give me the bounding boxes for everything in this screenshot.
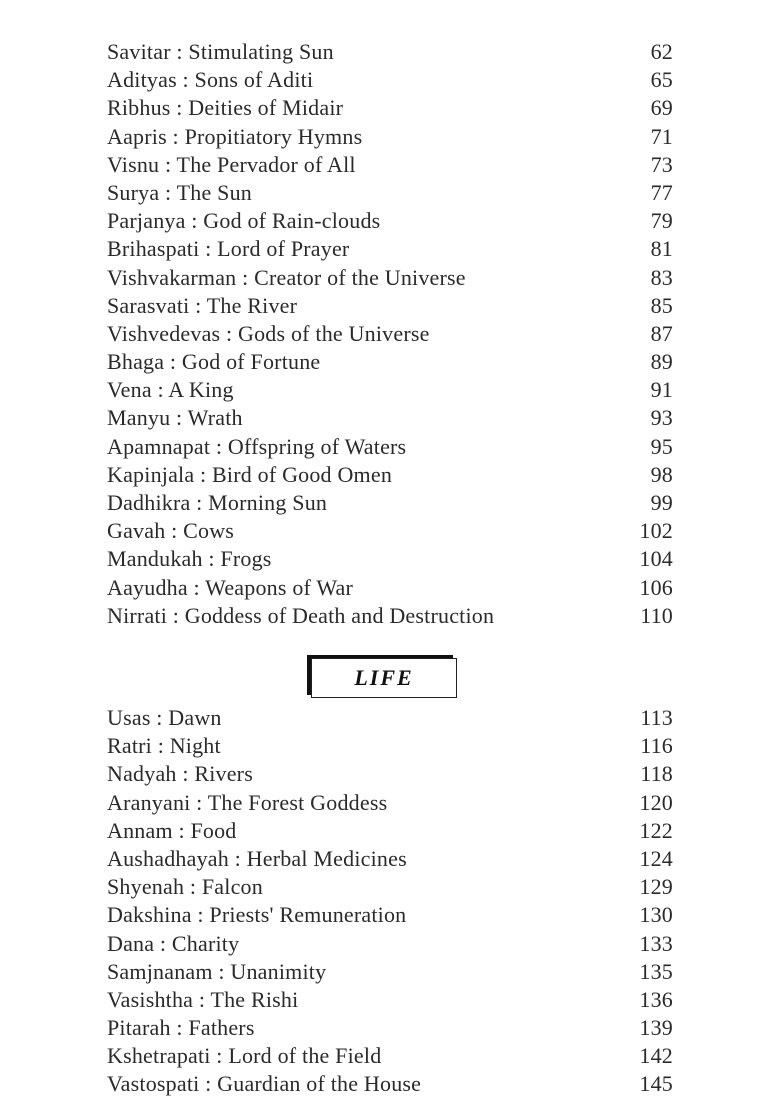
toc-entry-page: 124 — [639, 845, 673, 871]
toc-entry-page: 85 — [650, 292, 673, 318]
toc-entry-page: 135 — [639, 958, 673, 984]
toc-entry-title: Gavah : Cows — [107, 518, 235, 544]
toc-entry — [107, 958, 673, 986]
toc-entry — [107, 179, 673, 207]
toc-entry-title: Vishvedevas : Gods of the Universe — [107, 320, 430, 346]
toc-entry-page: 136 — [639, 986, 673, 1012]
toc-entry-page: 122 — [639, 817, 673, 843]
toc-entry-title: Visnu : The Pervador of All — [107, 151, 356, 177]
toc-entry — [107, 704, 673, 732]
toc-entry-page: 77 — [650, 179, 673, 205]
toc-entry — [107, 235, 673, 263]
toc-entry-page: 98 — [650, 461, 673, 487]
toc-entry-title: Aushadhayah : Herbal Medicines — [107, 845, 407, 871]
toc-entry-title: Parjanya : God of Rain-clouds — [107, 208, 381, 234]
toc-entry — [107, 789, 673, 817]
toc-entry-page: 116 — [640, 733, 673, 759]
toc-entry-page: 83 — [650, 264, 673, 290]
toc-entry — [107, 489, 673, 517]
toc-entry — [107, 38, 673, 66]
toc-entry-page: 104 — [639, 546, 673, 572]
toc-entry — [107, 1014, 673, 1042]
toc-entry-page: 95 — [650, 433, 673, 459]
toc-entry — [107, 517, 673, 545]
toc-entry — [107, 873, 673, 901]
toc-entry — [107, 817, 673, 845]
toc-entry-title: Mandukah : Frogs — [107, 546, 272, 572]
toc-entry-page: 120 — [639, 789, 673, 815]
toc-entry-title: Annam : Food — [107, 817, 237, 843]
toc-list-section-1 — [107, 38, 673, 630]
toc-entry-title: Apamnapat : Offspring of Waters — [107, 433, 407, 459]
toc-entry-title: Shyenah : Falcon — [107, 874, 263, 900]
toc-entry-title: Nirrati : Goddess of Death and Destruction — [107, 602, 495, 628]
toc-entry-title: Brihaspati : Lord of Prayer — [107, 236, 350, 262]
toc-entry-title: Sarasvati : The River — [107, 292, 298, 318]
toc-entry-page: 110 — [640, 602, 673, 628]
toc-entry-title: Aapris : Propitiatory Hymns — [107, 123, 363, 149]
toc-entry — [107, 760, 673, 788]
toc-entry — [107, 123, 673, 151]
toc-entry — [107, 930, 673, 958]
toc-entry-title: Vasishtha : The Rishi — [107, 986, 299, 1012]
toc-entry-page: 133 — [639, 930, 673, 956]
toc-entry-page: 142 — [639, 1043, 673, 1069]
toc-entry-page: 102 — [639, 518, 673, 544]
toc-entry-title: Aayudha : Weapons of War — [107, 574, 354, 600]
toc-entry-page: 81 — [650, 236, 673, 262]
toc-entry-page: 106 — [639, 574, 673, 600]
toc-entry — [107, 404, 673, 432]
toc-entry — [107, 66, 673, 94]
toc-entry-title: Dakshina : Priests' Remuneration — [107, 902, 407, 928]
toc-entry-page: 62 — [650, 39, 673, 64]
toc-entry-title: Aranyani : The Forest Goddess — [107, 789, 388, 815]
toc-entry-title: Vastospati : Guardian of the House — [107, 1071, 422, 1097]
toc-entry-page: 130 — [639, 902, 673, 928]
toc-entry — [107, 94, 673, 122]
toc-entry — [107, 376, 673, 404]
toc-entry-title: Dana : Charity — [107, 930, 240, 956]
toc-entry-page: 139 — [639, 1015, 673, 1041]
toc-entry — [107, 207, 673, 235]
toc-entry-title: Savitar : Stimulating Sun — [107, 39, 334, 64]
toc-entry-page: 129 — [639, 874, 673, 900]
section-heading-life: LIFE — [354, 665, 414, 690]
toc-entry — [107, 151, 673, 179]
toc-entry-title: Ratri : Night — [107, 733, 221, 759]
toc-entry-title: Usas : Dawn — [107, 705, 222, 730]
toc-entry-page: 69 — [650, 95, 673, 121]
toc-entry-title: Adityas : Sons of Aditi — [107, 67, 314, 93]
toc-entry-title: Ribhus : Deities of Midair — [107, 95, 344, 121]
toc-list-section-life — [107, 704, 673, 1099]
toc-entry-page: 93 — [650, 405, 673, 431]
toc-entry — [107, 574, 673, 602]
toc-entry-title: Manyu : Wrath — [107, 405, 243, 431]
toc-entry-page: 91 — [650, 377, 673, 403]
toc-entry-page: 65 — [650, 67, 673, 93]
toc-entry-title: Vishvakarman : Creator of the Universe — [107, 264, 466, 290]
toc-entry — [107, 264, 673, 292]
toc-entry-title: Kshetrapati : Lord of the Field — [107, 1043, 382, 1069]
toc-entry-title: Dadhikra : Morning Sun — [107, 490, 328, 515]
toc-entry — [107, 433, 673, 461]
toc-entry — [107, 845, 673, 873]
toc-entry — [107, 348, 673, 376]
toc-entry — [107, 986, 673, 1014]
toc-entry — [107, 292, 673, 320]
toc-entry-title: Kapinjala : Bird of Good Omen — [107, 461, 393, 487]
toc-entry-page: 145 — [639, 1071, 673, 1097]
toc-entry-title: Pitarah : Fathers — [107, 1015, 255, 1041]
toc-entry-page: 99 — [650, 490, 673, 515]
toc-entry-title: Nadyah : Rivers — [107, 761, 253, 787]
toc-entry — [107, 545, 673, 573]
toc-entry-page: 113 — [640, 705, 673, 730]
toc-entry-title: Samjnanam : Unanimity — [107, 958, 327, 984]
toc-entry — [107, 1042, 673, 1070]
toc-entry — [107, 320, 673, 348]
toc-entry — [107, 461, 673, 489]
toc-entry-title: Vena : A King — [107, 377, 234, 403]
toc-entry-title: Bhaga : God of Fortune — [107, 349, 321, 375]
section-heading-box — [307, 655, 457, 697]
toc-entry — [107, 732, 673, 760]
toc-entry-page: 71 — [650, 123, 673, 149]
toc-entry-page: 89 — [650, 349, 673, 375]
toc-entry — [107, 1070, 673, 1098]
toc-entry — [107, 901, 673, 929]
toc-entry-title: Surya : The Sun — [107, 179, 252, 205]
toc-entry-page: 73 — [650, 151, 673, 177]
toc-entry-page: 118 — [640, 761, 673, 787]
toc-entry-page: 87 — [650, 320, 673, 346]
toc-entry-page: 79 — [650, 208, 673, 234]
toc-entry — [107, 602, 673, 630]
